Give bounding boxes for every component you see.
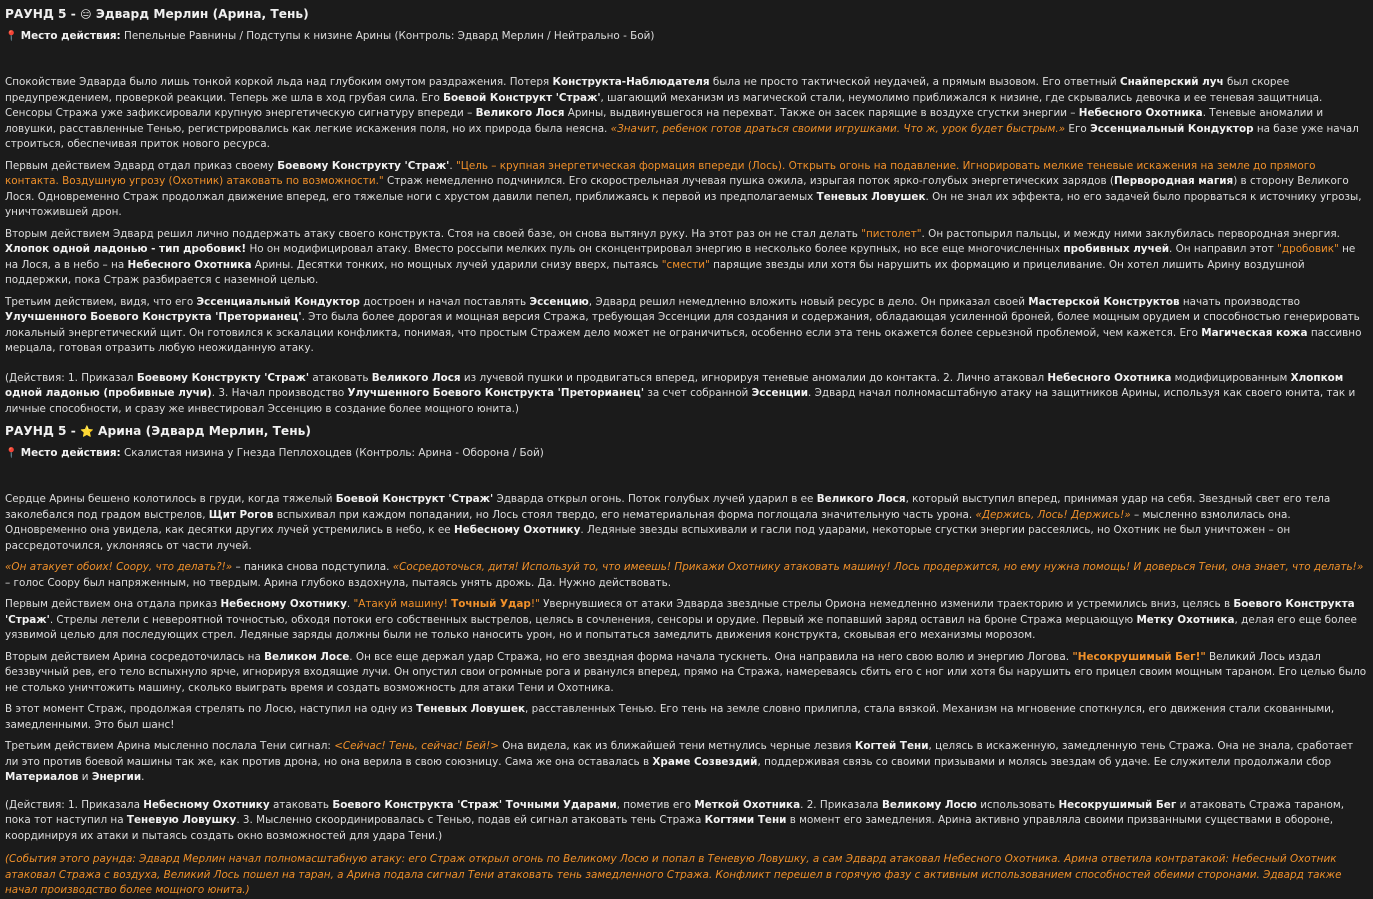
paragraph-actions-summary-edward: (Действия: 1. Приказал Боевому Конструкту 'Страж' атаковать Великого Лося из лучевой пушки и продвигаться вперед, игнорируя теневые аномалии до контакта. 2. Лично атаковал Небесного Охотника модифицированным Хлопком одной ладонью (пробивные лучи). 3. Начал производство Улучшенного Боевого Конструкта 'Преторианец' за счет собранной Эссенции. Эдвард начал полномасштабную атаку на защитников Арины, используя как своего юнита, так и личные способности, и сразу же инвестировал Эссенцию в создание более мощного юнита.): [5, 371, 1356, 415]
paragraph-arina-action-2: Вторым действием Арина сосредоточилась на Великом Лосе. Он все еще держал удар Стража, но его звездная форма начала тускнеть. Она направила на него свою волю и энергию Логова. "Несокрушимый Бег!" Великий Лось издал беззвучный рев, его тело вспыхнуло ярче, игнорируя входящие лучи. Он опустил свои огромные рога и рванулся вперед, прямо на Стража, намереваясь сбить его с ног или хотя бы нарушить его прицел своим мощным тараном. Его целью было не столько уничтожить машину, сколько выиграть время и создать возможность для атаки Тени и Охотника.: [5, 650, 1367, 694]
location-line-edward: [5, 29, 1368, 44]
location-label: Место действия:: [20, 447, 121, 459]
paragraph-action-1: Первым действием Эдвард отдал приказ своему Боевому Конструкту 'Страж'. "Цель – крупная энергетическая формация впереди (Лось). Открыть огонь на подавление. Игнорировать мелкие теневые искажения на земле до прямого контакта. Воздушную угрозу (Охотник) атаковать по возможности." Страж немедленно подчинился. Его скорострельная лучевая пушка ожила, изрыгая поток ярко-голубых энергетических зарядов (Первородная магия) в сторону Великого Лося. Одновременно Страж продолжал движение вперед, его тяжелые ноги с хрустом давили пепел, приближаясь к первой из предполагаемых Теневых Ловушек. Он не знал их эффекта, но его задачей было прорваться к источнику угрозы, уничтожившей дрон.: [5, 159, 1362, 218]
paragraph-arina-action-3: Третьим действием Арина мысленно послала Тени сигнал: <Сейчас! Тень, сейчас! Бей!> Она видела, как из ближайшей тени метнулись черные лезвия Когтей Тени, целясь в искаженную, замедленную тень Стража. Она не знала, сработает ли это против боевой машины так же, как против дрона, но она верила в свою союзницу. Сама же она оставалась в Храме Созвездий, поддерживая связь со своими призывами и молясь звездам об удаче. Ее служители продолжали сбор Материалов и Энергии.: [5, 740, 1354, 783]
round-prefix: РАУНД 5 -: [5, 7, 81, 21]
paragraph-intro: Спокойствие Эдварда было лишь тонкой коркой льда над глубоким омутом раздражения. Потеря Конструкта-Наблюдателя была не просто тактической неудачей, а прямым вызовом. Его ответный Снайперский луч был скорее предупреждением, проверкой реакции. Теперь же шла в ход грубая сила. Его Боевой Конструкт 'Страж', шагающий механизм из магической стали, неумолимо приближался к низине, где скрывались девочка и ее теневая защитница. Сенсоры Стража уже зафиксировали крупную энергетическую сигнатуру впереди – Великого Лося Арины, выдвинувшегося на перехват. Также он засек парящие в воздухе сгустки энергии – Небесного Охотника. Теневые аномалии и ловушки, расставленные Тенью, регистрировались как легкие искажения поля, но их природа была неясна. «Значит, ребенок готов драться своими игрушками. Что ж, урок будет быстрым.» Его Эссенциальный Кондуктор на базе уже начал строиться, обеспечивая приток нового ресурса.: [5, 76, 1359, 150]
paragraph-action-2: Вторым действием Эдвард решил лично поддержать атаку своего конструкта. Стоя на своей базе, он снова вытянул руку. На этот раз он не стал делать "пистолет". Он растопырил пальцы, и между ними заклубилась первородная энергия. Хлопок одной ладонью - тип дробовик! Но он модифицировал атаку. Вместо россыпи мелких пуль он сконцентрировал энергию в несколько более крупных, но все еще многочисленных пробивных лучей. Он направил этот "дробовик" не на Лося, а в небо – на Небесного Охотника Арины. Десятки тонких, но мощных лучей ударили снизу вверх, пытаясь "смести" парящие звезды или хотя бы нарушить их формацию и прицеливание. Он хотел лишить Арину воздушной поддержки, пока Страж разбирается с наземной целью.: [5, 227, 1356, 286]
paragraph-arina-intro: Сердце Арины бешено колотилось в груди, когда тяжелый Боевой Конструкт 'Страж' Эдварда открыл огонь. Поток голубых лучей ударил в ее Великого Лося, который выступил вперед, принимая удар на себя. Звездный свет его тела заколебался под градом выстрелов, Щит Рогов вспыхивал при каждом попадании, но Лось стоял твердо, его нематериальная форма поглощала значительную часть урона. «Держись, Лось! Держись!» – мысленно взмолилась она. Одновременно она увидела, как десятки других лучей устремились в небо, к ее Небесному Охотнику. Ледяные звезды вспыхивали и гасли под ударами, некоторые сгустки энергии рассеялись, но Охотник не был уничтожен – он рассредоточился, уклоняясь от части лучей.: [5, 493, 1331, 552]
round-events-summary: (События этого раунда: Эдвард Мерлин начал полномасштабную атаку: его Страж открыл огонь по Великому Лосю и попал в Теневую Ловушку, а сам Эдвард атаковал Небесного Охотника. Арина ответила контратакой: Небесный Охотник атаковал Стража с воздуха, Великий Лось пошел на таран, а Арина подала сигнал Тени атаковать тень замедленного Стража. Конфликт перешел в горячую фазу с активным использованием способностей обеими сторонами. Эдвард также начал производство более мощного юнита.): [5, 853, 1342, 896]
star-emoji-icon: ⭐: [80, 425, 94, 438]
round-title-arina: [5, 423, 1368, 440]
round-prefix: РАУНД 5 -: [5, 424, 81, 438]
round-player-name: Эдвард Мерлин (Арина, Тень): [95, 7, 309, 21]
pin-icon: 📍: [5, 448, 18, 459]
pin-icon: 📍: [5, 31, 18, 42]
paragraph-actions-summary-arina: (Действия: 1. Приказала Небесному Охотнику атаковать Боевого Конструкта 'Страж' Точными Ударами, пометив его Меткой Охотника. 2. Приказала Великому Лосю использовать Несокрушимый Бег и атаковать Стража тараном, пока тот наступил на Теневую Ловушку. 3. Мысленно скоординировалась с Тенью, подав ей сигнал атаковать тень Стража Когтями Тени в момент его замедления. Арина активно управляла своими призванными существами в обороне, координируя их атаки и пытаясь создать окно возможностей для удара Тени.): [5, 798, 1344, 842]
round-player-name: Арина (Эдвард Мерлин, Тень): [98, 424, 311, 438]
paragraph-trap: В этот момент Страж, продолжая стрелять по Лосю, наступил на одну из Теневых Ловушек, расставленных Тенью. Его тень на земле словно прилипла, стала вязкой. Механизм на мгновение споткнулся, его движения стали скованными, замедленными. Это был шанс!: [5, 703, 1335, 731]
round-title-edward: [5, 6, 1368, 23]
face-emoji-icon: 😑: [80, 8, 92, 21]
location-text: Пепельные Равнины / Подступы к низине Арины (Контроль: Эдвард Мерлин / Нейтрально - Бой): [124, 30, 655, 42]
paragraph-arina-action-1: Первым действием она отдала приказ Небесному Охотнику. "Атакуй машину! Точный Удар!" Увернувшиеся от атаки Эдварда звездные стрелы Ориона немедленно изменили траекторию и устремились вниз, целясь в Боевого Конструкта 'Страж'. Стрелы летели с невероятной точностью, обходя потоки его собственных выстрелов, целясь в сочленения, сенсоры и орудие. Первый же попавший заряд оставил на броне Стража мерцающую Метку Охотника, делая его еще более уязвимой целью для последующих стрел. Ледяные заряды должны были не только наносить урон, но и попытаться замедлить движения конструкта, сковывая его механизмы морозом.: [5, 598, 1357, 641]
paragraph-arina-panic: «Он атакует обоих! Соору, что делать?!» – паника снова подступила. «Сосредоточься, дитя! Используй то, что имеешь! Прикажи Охотнику атаковать машину! Лось продержится, но ему нужна помощь! И доверься Тени, она знает, что делать!» – голос Соору был напряженным, но твердым. Арина глубоко вздохнула, пытаясь унять дрожь. Да. Нужно действовать.: [5, 561, 1364, 589]
paragraph-action-3: Третьим действием, видя, что его Эссенциальный Кондуктор достроен и начал поставлять Эссенцию, Эдвард решил немедленно вложить новый ресурс в дело. Он приказал своей Мастерской Конструктов начать производство Улучшенного Боевого Конструкта 'Преторианец'. Это была более дорогая и мощная версия Стража, требующая Эссенции для создания и содержания, обладающая усиленной броней, более мощным орудием и способностью генерировать локальный энергетический щит. Он готовился к эскалации конфликта, понимая, что простым Стражем дело может не ограничиться, особенно если эта тень окажется более серьезной проблемой, чем кажется. Его Магическая кожа пассивно мерцала, готовая отразить любую неожиданную атаку.: [5, 295, 1362, 354]
location-label: Место действия:: [20, 30, 121, 42]
location-line-arina: [5, 446, 1368, 461]
location-text: Скалистая низина у Гнезда Пеплохоцдев (Контроль: Арина - Оборона / Бой): [124, 447, 544, 459]
